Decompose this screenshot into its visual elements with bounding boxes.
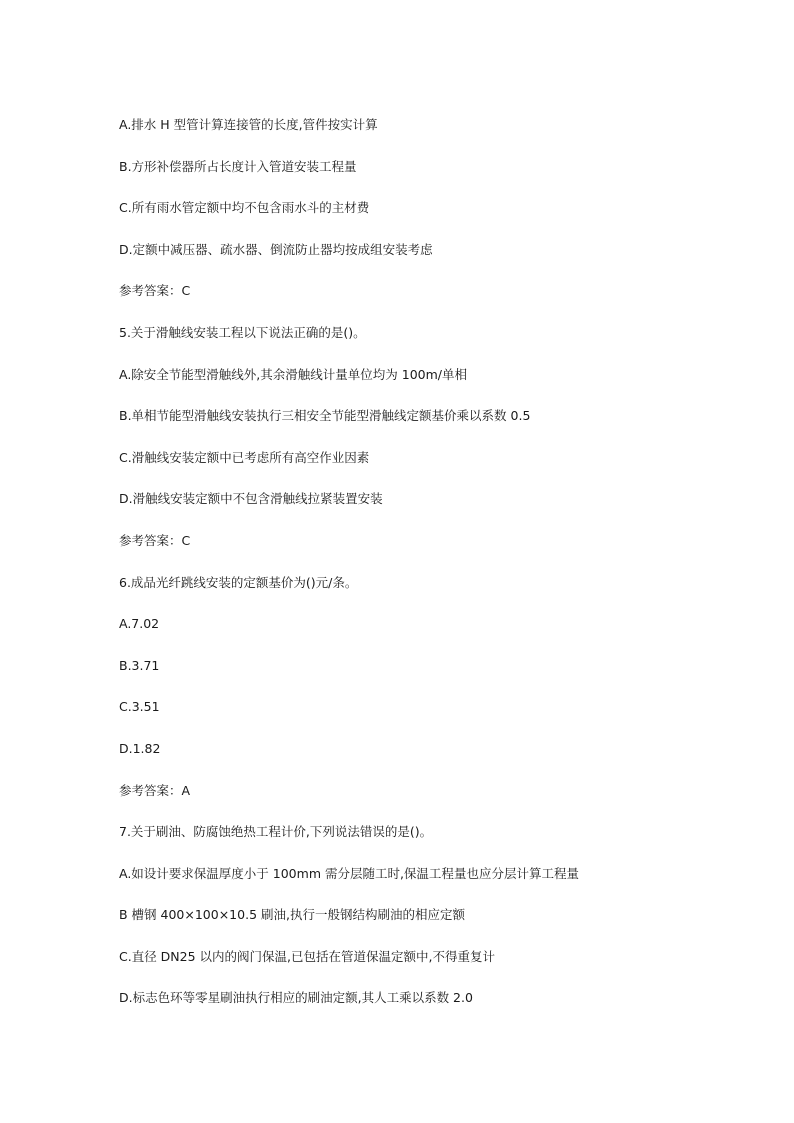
option-b-text: B 槽钢 400×100×10.5 刷油,执行一般钢结构刷油的相应定额 bbox=[119, 907, 465, 923]
option-a-text: A.如设计要求保温厚度小于 100mm 需分层随工时,保温工程量也应分层计算工程量 bbox=[119, 865, 579, 881]
option-c-text: C.3.51 bbox=[119, 699, 160, 715]
option-d-text: D.定额中减压器、疏水器、倒流防止器均按成组安装考虑 bbox=[119, 241, 433, 257]
option-d-text: D.滑触线安装定额中不包含滑触线拉紧装置安装 bbox=[119, 491, 383, 507]
option-b-text: B.3.71 bbox=[119, 657, 160, 673]
option-a-text: A.7.02 bbox=[119, 616, 160, 632]
option-d-text: D.标志色环等零星刷油执行相应的刷油定额,其人工乘以系数 2.0 bbox=[119, 990, 473, 1006]
answer-text: 参考答案：C bbox=[119, 532, 191, 548]
answer-text: 参考答案：A bbox=[119, 782, 191, 798]
option-c-text: C.滑触线安装定额中已考虑所有高空作业因素 bbox=[119, 449, 370, 465]
option-a-text: A.除安全节能型滑触线外,其余滑触线计量单位均为 100m/单相 bbox=[119, 366, 467, 382]
option-a-text: A.排水 H 型管计算连接管的长度,管件按实计算 bbox=[119, 117, 378, 132]
question-5-text: 5.关于滑触线安装工程以下说法正确的是()。 bbox=[119, 324, 366, 340]
option-c-text: C.所有雨水管定额中均不包含雨水斗的主材费 bbox=[119, 200, 370, 216]
answer-text: 参考答案：C bbox=[119, 283, 191, 299]
question-6-text: 6.成品光纤跳线安装的定额基价为()元/条。 bbox=[119, 574, 358, 590]
option-b-text: B.单相节能型滑触线安装执行三相安全节能型滑触线定额基价乘以系数 0.5 bbox=[119, 408, 531, 424]
question-7-text: 7.关于刷油、防腐蚀绝热工程计价,下列说法错误的是()。 bbox=[119, 824, 433, 840]
document-body bbox=[119, 116, 739, 1031]
option-c-text: C.直径 DN25 以内的阀门保温,已包括在管道保温定额中,不得重复计 bbox=[119, 948, 495, 964]
option-b-text: B.方形补偿器所占长度计入管道安装工程量 bbox=[119, 158, 357, 174]
option-d-text: D.1.82 bbox=[119, 740, 161, 756]
